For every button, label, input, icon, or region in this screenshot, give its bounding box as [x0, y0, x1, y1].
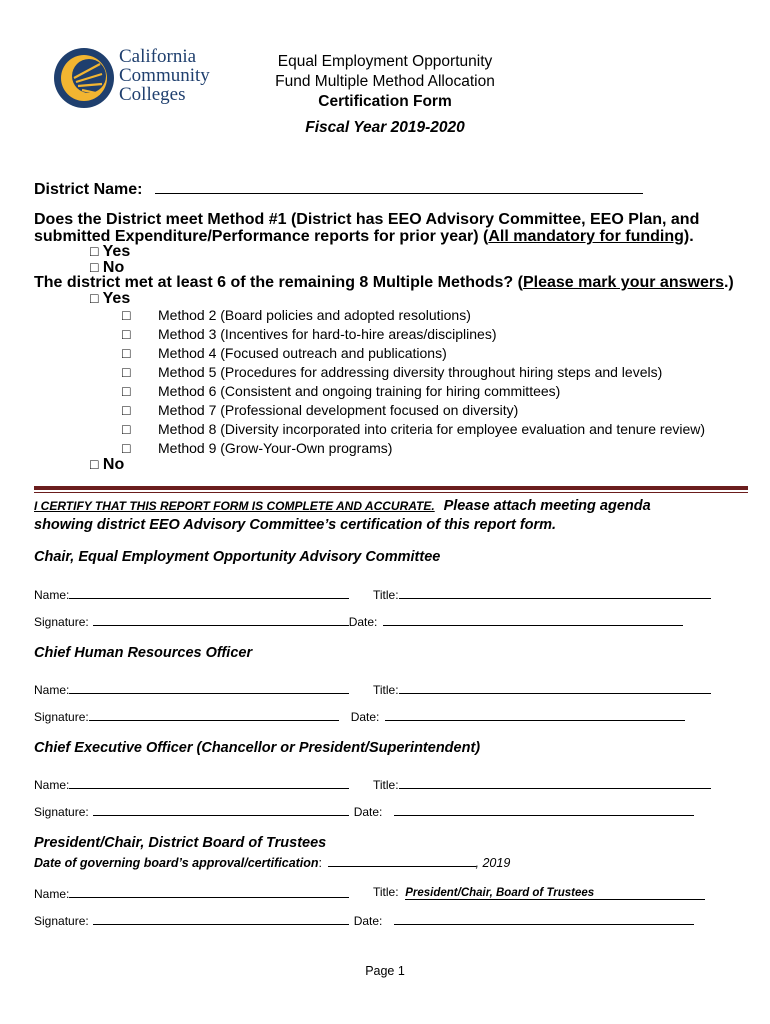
hr-name-field[interactable] [69, 681, 349, 694]
remaining-question [34, 274, 754, 291]
section-divider [34, 486, 748, 490]
method-item[interactable] [122, 363, 705, 382]
ceo-title-field[interactable] [399, 776, 711, 789]
logo-line-1: California [119, 46, 197, 67]
remaining-yes-option[interactable] [90, 290, 130, 307]
checkbox-icon[interactable]: □ [122, 345, 131, 361]
board-signature-field[interactable] [93, 912, 349, 925]
method1-question-end: ). [683, 228, 694, 245]
title-label: Title: [373, 588, 399, 602]
signature-label: Signature: [34, 805, 89, 819]
remaining-question-text: The district met at least 6 of the remaining 8 Multiple Methods? ( [34, 274, 523, 291]
title-label: Title: [373, 778, 399, 792]
chair-title-row [373, 586, 711, 602]
method-label: Method 9 (Grow-Your-Own programs) [158, 440, 393, 456]
certify-heading: I CERTIFY THAT THIS REPORT FORM IS COMPLETE AND ACCURATE. [34, 499, 435, 513]
date-label: Date: [350, 710, 380, 724]
district-name-field[interactable] [155, 181, 643, 194]
method-item[interactable] [122, 306, 705, 325]
district-name-row [34, 181, 643, 198]
checkbox-icon[interactable]: □ [90, 259, 99, 275]
certification-statement [34, 496, 754, 535]
ceo-signature-field[interactable] [93, 803, 349, 816]
signature-label: Signature: [34, 615, 89, 629]
method1-question-line-1: Does the District meet Method #1 (District has EEO Advisory Committee, EEO Plan, and [34, 211, 700, 228]
board-heading: President/Chair, District Board of Trustees [34, 835, 327, 851]
title-line-1: Equal Employment Opportunity [277, 53, 493, 70]
signature-label: Signature: [34, 914, 89, 928]
checkbox-icon[interactable]: □ [122, 307, 131, 323]
board-year: , 2019 [475, 856, 511, 870]
name-label: Name: [34, 778, 70, 792]
method1-question-line-2: submitted Expenditure/Performance reports for prior year) ( [34, 228, 489, 245]
checkbox-icon[interactable]: □ [122, 402, 131, 418]
ceo-name-row [34, 776, 349, 792]
logo-mark-icon [52, 46, 116, 110]
ceo-signature-row [34, 803, 694, 819]
chair-date-field[interactable] [383, 613, 683, 626]
checkbox-icon[interactable]: □ [122, 364, 131, 380]
ceo-date-field[interactable] [394, 803, 694, 816]
chair-name-field[interactable] [69, 586, 349, 599]
checkbox-icon[interactable]: □ [122, 383, 131, 399]
hr-signature-field[interactable] [89, 708, 339, 721]
hr-signature-row [34, 708, 685, 724]
certify-text-2: showing district EEO Advisory Committee’s certification of this report form. [34, 517, 557, 533]
board-title-row [373, 885, 705, 900]
board-name-row [34, 885, 349, 901]
remaining-question-end: .) [723, 274, 734, 291]
hr-name-row [34, 681, 349, 697]
form-title [200, 52, 570, 138]
logo-line-2: Community [119, 65, 210, 86]
date-label: Date: [353, 805, 383, 819]
checkbox-icon[interactable]: □ [90, 290, 99, 306]
checkbox-icon[interactable]: □ [122, 326, 131, 342]
method-item[interactable] [122, 344, 705, 363]
ceo-name-field[interactable] [69, 776, 349, 789]
board-date-label: Date of governing board’s approval/certification [34, 856, 319, 870]
checkbox-icon[interactable]: □ [122, 421, 131, 437]
method-label: Method 3 (Incentives for hard-to-hire areas/disciplines) [158, 326, 497, 342]
name-label: Name: [34, 588, 70, 602]
method-label: Method 5 (Procedures for addressing diversity throughout hiring steps and levels) [158, 364, 663, 380]
chair-name-row [34, 586, 349, 602]
method-label: Method 2 (Board policies and adopted resolutions) [158, 307, 471, 323]
board-date-colon: : [318, 856, 323, 870]
logo [52, 44, 222, 116]
name-label: Name: [34, 887, 70, 901]
district-name-label: District Name: [34, 181, 143, 198]
method1-no-label: No [102, 259, 125, 276]
method-item[interactable] [122, 439, 705, 458]
method-label: Method 8 (Diversity incorporated into criteria for employee evaluation and tenure review) [158, 421, 706, 437]
checkbox-icon[interactable]: □ [122, 440, 131, 456]
board-name-field[interactable] [69, 885, 349, 898]
section-divider-thin [34, 492, 748, 493]
checkbox-icon[interactable]: □ [90, 243, 99, 259]
date-label: Date: [353, 914, 383, 928]
mark-answers-note: Please mark your answers [522, 274, 724, 291]
hr-title-row [373, 681, 711, 697]
remaining-yes-label: Yes [102, 290, 131, 307]
page-number: Page 1 [365, 964, 405, 978]
title-label: Title: [373, 885, 399, 899]
checkbox-icon[interactable]: □ [90, 456, 99, 472]
method-item[interactable] [122, 401, 705, 420]
board-title-value: President/Chair, Board of Trustees [405, 887, 705, 900]
method-item[interactable] [122, 420, 705, 439]
certify-text-1: Please attach meeting agenda [443, 498, 651, 514]
method1-yes-label: Yes [102, 243, 131, 260]
title-line-3: Certification Form [318, 93, 452, 110]
hr-heading: Chief Human Resources Officer [34, 645, 253, 661]
name-label: Name: [34, 683, 70, 697]
chair-title-field[interactable] [399, 586, 711, 599]
methods-list [122, 306, 705, 458]
signature-label: Signature: [34, 710, 89, 724]
board-date-row [34, 854, 510, 870]
chair-heading: Chair, Equal Employment Opportunity Advisory Committee [34, 549, 441, 565]
remaining-no-label: No [102, 456, 125, 473]
method1-question [34, 211, 754, 245]
mandatory-note: All mandatory for funding [488, 228, 684, 245]
chair-signature-row [34, 613, 683, 629]
title-line-2: Fund Multiple Method Allocation [275, 73, 495, 90]
method-label: Method 6 (Consistent and ongoing training for hiring committees) [158, 383, 561, 399]
remaining-no-option[interactable] [90, 456, 124, 473]
method-label: Method 7 (Professional development focused on diversity) [158, 402, 519, 418]
board-signature-row [34, 912, 694, 928]
board-date-signed-field[interactable] [394, 912, 694, 925]
ceo-title-row [373, 776, 711, 792]
method-item[interactable] [122, 382, 705, 401]
chair-signature-field[interactable] [93, 613, 349, 626]
ceo-heading: Chief Executive Officer (Chancellor or President/Superintendent) [34, 740, 481, 756]
fiscal-year: Fiscal Year 2019-2020 [305, 119, 465, 136]
hr-date-field[interactable] [385, 708, 685, 721]
method1-yes-option[interactable] [90, 243, 130, 260]
date-label: Date: [348, 615, 378, 629]
method-item[interactable] [122, 325, 705, 344]
hr-title-field[interactable] [399, 681, 711, 694]
logo-line-3: Colleges [119, 84, 186, 105]
title-label: Title: [373, 683, 399, 697]
board-date-field[interactable] [328, 854, 476, 867]
method-label: Method 4 (Focused outreach and publications) [158, 345, 447, 361]
